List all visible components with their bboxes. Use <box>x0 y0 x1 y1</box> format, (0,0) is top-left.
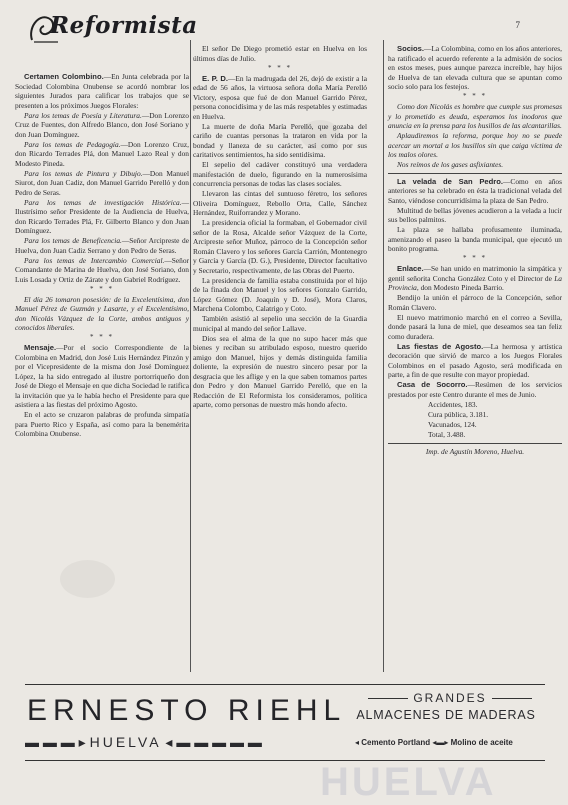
column-3 <box>388 44 562 457</box>
section-separator: * * * <box>463 92 487 100</box>
jury-intercambio <box>15 256 189 285</box>
obituary-paragraph: También asistió al sepelio una sección de la Guardia municipal al mando del señor Lallave. <box>193 314 367 333</box>
section-separator: * * * <box>90 333 114 341</box>
article-body: —La Colombina, como en los años anteriores, ha ratificado el acuerdo referente a la admisión de socios en estos meses, pues aunque parezca increíble, hay hijos de Huelva de tan elevada cultura que se apuntan como socio solo para los festejos. <box>388 44 562 91</box>
jury-body: —Don Manuel Siurot, don Juan Cadiz, don Manuel Garrido Perelló y don Pedro de Seras. <box>15 168 190 197</box>
article-heading: Enlace. <box>397 264 424 273</box>
jury-pedagogia <box>15 140 189 169</box>
article-heading: Socios. <box>397 44 425 53</box>
jury-poesia <box>15 111 189 140</box>
column-1 <box>15 72 189 439</box>
jury-body: —Señor Comandante de Marina de Huelva, don José Soriano, don Luis Losada y Ortiz de Zárate y don Gabriel Rodríguez. <box>15 255 189 284</box>
ad-arrow-decoration-icon: ◂ ▬ ▬ ▬ ▬ ▬ <box>161 734 262 750</box>
stat-line: Vacunados, 124. <box>428 419 477 429</box>
article-body: , don Modesto Pineda Barrio. <box>416 283 504 292</box>
article-heading: Mensaje. <box>24 343 57 352</box>
ad-arrow-decoration-icon: ◂ <box>355 738 362 747</box>
article-diego: El señor De Diego prometió estar en Huelva en los últimos días de Julio. <box>193 44 367 63</box>
jury-label: Para los temas de Intercambio Comercial. <box>24 255 165 265</box>
article-heading: E. P. D. <box>202 73 228 83</box>
masthead-title: Reformista <box>50 12 198 39</box>
jury-label: Para los temas de investigación Histórica. <box>24 197 182 207</box>
article-body: —La hermosa y artística decoración que sirvió de marco a los Juegos Florales Colombinos en el pasado Agosto, será modificada en parte, a fin de que resulte con mayor propiedad. <box>388 341 562 379</box>
enlace-paragraph: Bendijo la unión el párroco de la Concepción, señor Román Clavero. <box>388 293 562 312</box>
ad-products <box>355 738 555 747</box>
jury-body: —Don Lorenzo Cruz, don Ricardo Terrades Plá, don Manuel Lazo Real y don Modesto Pineda. <box>15 139 189 168</box>
article-obituary <box>193 74 367 122</box>
column-divider <box>383 40 384 672</box>
article-body: —En la madrugada del 26, dejó de existir a la edad de 56 años, la virtuosa señora doña María Perelló Victory, esposa que fué de don Manuel Garrido Pérez, persona conocidísima y de las más respetables y estimadas en Huelva. <box>193 73 368 121</box>
article-heading: La velada de San Pedro. <box>397 176 503 186</box>
section-separator: * * * <box>268 63 292 72</box>
obituary-paragraph: La muerte de doña María Perelló, que gozaba del cariño de cuantas personas la trataron en vida por la bondad y llaneza de su carácter, así como por sus caritativos sentimientos, ha sido sentidísima. <box>193 121 367 159</box>
stat-line: Cura pública, 3.181. <box>428 409 489 419</box>
jury-label: Para los temas de Poesía y Literatura. <box>24 110 142 120</box>
article-aplaudimos: Aplaudiremos la reforma, porque hoy no se puede acercar un mortal a los husillos sin que caiga víctima de los malos olores. <box>388 131 562 159</box>
column-2 <box>193 44 367 410</box>
article-body: —En Junta celebrada por la Sociedad Colombina Onubense se acordó nombrar los siguientes Jurados para calificar los trabajos que se presenten a los próximos Juegos Florales: <box>15 72 189 110</box>
article-body: —Como en años anteriores se ha celebrado en ésta la tradicional velada del Santo, viéndose concurridísima la plaza de San Pedro. <box>388 176 562 205</box>
show-through-watermark: HUELVA <box>320 760 497 804</box>
article-heading: Las fiestas de Agosto. <box>397 341 484 351</box>
jury-body: —Ilustrísimo señor Presidente de la Audiencia de Huelva, don Ricardo Terrades Plá, Fr. Gilberto Blanco y don Juan Domínguez. <box>15 197 189 235</box>
paper-stain <box>60 560 115 598</box>
article-heading: Casa de Socorro. <box>397 380 468 389</box>
article-socorro <box>388 380 562 399</box>
ad-arrow-decoration-icon: ◂▬▸ <box>430 738 451 747</box>
ad-top-rule <box>25 684 545 685</box>
ad-grandes <box>355 691 545 705</box>
ad-rule <box>492 698 532 699</box>
article-body: —Por el socio Correspondiente de la Colombina en Madrid, don José Luis Hernández Pinzón y por el Vicepresidente de la misma don José Domínguez López, la ha sido entregado al ilustre portorriqueño don José de Diego el Mensaje en que dicha Sociedad le ratifica la invitación que ya le había hecho el Presidente para que asistiera a las fiestas del próximo Agosto. <box>15 343 189 409</box>
article-posesion: El día 26 tomaron posesión: de la Excelentísima, don Manuel Pérez de Guzmán y Lasarte, y el Excelentísimo, don Nicolás Vázquez de la Corte, ambos antiguos y conocidos liberales. <box>15 294 189 332</box>
jury-label: Para los temas de Pedagogía. <box>24 139 121 149</box>
ad-product: Molino de aceite <box>450 738 513 747</box>
obituary-paragraph: La presidencia oficial la formaban, el Gobernador civil señor de la Rosa, Alcalde señor Vázquez de la Corte, Arcipreste señor Muñoz, párroco de la Concepción señor Román Clavero y los señores García Carrión, Montenegro y García y García (D. G.), Presidente, Director facultativo y Secretario, respectivamente, de las Obras del Puerto. <box>193 218 367 275</box>
ad-rule <box>368 698 408 699</box>
imprint-rule <box>388 443 562 444</box>
jury-investigacion <box>15 198 189 236</box>
enlace-paragraph: El nuevo matrimonio marchó en el correo a Sevilla, donde pasará la luna de miel, que deseamos sea tan feliz como duradera. <box>388 312 562 341</box>
article-rule <box>388 173 562 174</box>
jury-body: —Señor Arcipreste de Huelva, don Juan Cadiz Serrano y don Pedro de Seras. <box>15 236 189 255</box>
article-socios <box>388 44 562 92</box>
article-enlace <box>388 264 562 293</box>
imprint: Imp. de Agustín Moreno, Huelva. <box>425 447 525 456</box>
ad-product: Cemento Portland <box>361 738 431 747</box>
article-body: —Resúmen de los servicios prestados por este Centro durante el mes de Junio. <box>388 380 562 399</box>
obituary-paragraph: Llevaron las cintas del suntuoso féretro, los señores Oliveira Domínguez, Rebollo Orta, Calle, Sánchez Hernández, Ruiforrandez y Morano. <box>193 189 367 217</box>
column-divider <box>190 40 191 672</box>
section-separator: * * * <box>90 284 114 293</box>
velada-paragraph: Multitud de bellas jóvenes acudieron a la velada a lucir sus bellos palmitos. <box>388 205 562 224</box>
ad-arrow-decoration-icon: ▬ ▬ ▬ ▸ <box>25 734 90 750</box>
article-agosto <box>388 342 562 380</box>
jury-body: —Don Lorenzo Cruz de Fuentes, don Alfredo Blanco, don José Soriano y don Juan Domínguez. <box>15 110 189 139</box>
section-separator: * * * <box>463 254 487 262</box>
jury-label: Para los temas de Pintura y Dibujo. <box>24 168 143 178</box>
newspaper-name: La Provincia <box>388 273 562 292</box>
jury-label: Para los temas de Beneficencia. <box>24 236 122 245</box>
ad-company-name: ERNESTO RIEHL <box>27 694 347 727</box>
ad-city-text: HUELVA <box>89 734 162 750</box>
jury-beneficencia <box>15 236 189 255</box>
velada-paragraph: La plaza se hallaba profusamente iluminada, amenizando el paseo la banda municipal, que ejecutó un bonito programa. <box>388 225 562 253</box>
page-number: 7 <box>515 20 520 30</box>
ad-grandes-text: GRANDES <box>413 691 487 705</box>
obituary-paragraph: La presidencia de familia estaba constituida por el hijo de la finada don Manuel y los señores Gonzalo Garrido, López Gómez (D. Joaquín y D. José), Mora Claros, Marchena Colombo, Calatrigo y Coto. <box>193 275 367 313</box>
article-heading: Certamen Colombino. <box>24 72 104 81</box>
obituary-paragraph: Dios sea el alma de la que no supo hacer más que bienes y reciban su atribulado esposo, nuestro querido amigo don Manuel, hijos y demás distinguida familia doliente, la expresión de nuestro sincero pesar por la desgracia que les aflige y en la que saben tomamos partes don Pedro y don Manuel Garrido Perelló, que en la Redacción de El Reformista los consideramos, política aparte, como personas de nuestro más hondo afecto. <box>193 333 367 409</box>
stat-line: Accidentes, 183. <box>428 399 478 409</box>
article-certamen <box>15 72 189 110</box>
article-gases: Nos reímos de los gases asfixiantes. <box>397 160 504 169</box>
obituary-paragraph: El sepelio del cadáver constituyó una verdadera manifestación de duelo, figurando en la numerosísima concurrencia personas de todas las clases sociales. <box>193 160 367 188</box>
ad-city <box>25 734 335 751</box>
jury-pintura <box>15 169 189 198</box>
ad-almacenes: ALMACENES DE MADERAS <box>356 708 536 722</box>
article-mensaje-cont: En el acto se cruzaron palabras de profunda simpatía para Puerto Rico y España, así como para la benemérita Colombina Onubense. <box>15 410 189 438</box>
stat-line: Total, 3.488. <box>428 429 466 439</box>
advertisement <box>25 688 545 758</box>
article-velada <box>388 177 562 206</box>
article-nicolas: Como don Nicolás es hombre que cumple sus promesas y lo prometido es deuda, esperamos los inodoros que anuncia en la prensa para los husillos de las alcantarillas. <box>388 102 562 130</box>
article-body: —Se han unido en matrimonio la simpática y gentil señorita Concha González Coto y el Director de <box>388 264 562 283</box>
article-mensaje <box>15 343 189 410</box>
